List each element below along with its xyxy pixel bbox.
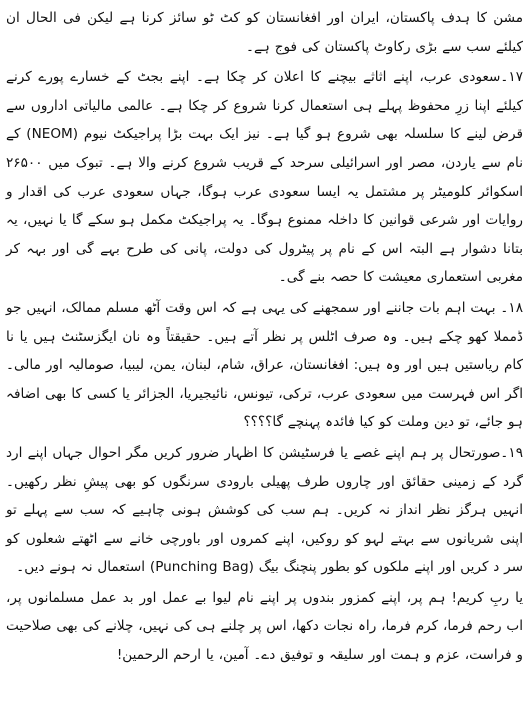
paragraph-prayer: یا ربِ کریم! ہم پر، اپنے کمزور بندوں پر اپنے نام لیوا بے عمل اور بد عمل مسلمانوں پر، اب رحم فرما، کرم فرما، راہ نجات دکھا، اس پر چلنے ہی کی نہیں، چلانے کی بھی صلاحیت و فراست، عزم و ہمت اور سلیقہ و توفیق دے۔ آمین، یا ارحم الرحمین! xyxy=(6,589,523,664)
paragraph-19-situation: ۱۹۔صورتحال پر ہم اپنے غصے یا فرسٹیشن کا اظہار ضرور کریں مگر احوال جہاں اپنے ارد گرد کے زمینی حقائق اور چاروں طرف پھیلی بارودی سرنگوں کو بھی پیشِ نظر رکھیں۔ انہیں ہرگز نظر انداز نہ کریں۔ ہم سب کی کوشش ہونی چاہیے کہ سب سے پہلے تو اپنی شریانوں سے بہتے لہو کو روکیں، اپنے کمروں اور باورچی خانے سے اٹھتے شعلوں کو سر د کریں اور اپنے ملکوں کو بطور پنچنگ بیگ (Punching Bag) استعمال نہ ہونے دیں۔ xyxy=(6,444,523,576)
paragraph-17-saudi-arabia: ۱۷۔سعودی عرب، اپنے اثاثے بیچنے کا اعلان کر چکا ہے۔ اپنے بجٹ کے خسارے پورے کرنے کیلئے اپنا زرِ محفوظ پہلے ہی استعمال کرنا شروع کر چکا ہے۔ عالمی مالیاتی اداروں سے قرض لینے کا سلسلہ بھی شروع ہو گیا ہے۔ نیز ایک بہت بڑا پراجیکٹ نیوم (NEOM) کے نام سے یاردن، مصر اور اسرائیلی سرحد کے قریب شروع کرنے والا ہے۔ تبوک میں ۲۶۵۰۰ اسکوائر کلومیٹر پر مشتمل یہ ایسا سعودی عرب ہوگا، جہاں سعودی عرب کی اقدار و روایات اور شرعی قوانین کا داخلہ ممنوع ہوگا۔ یہ پراجیکٹ مکمل ہو سکے گا یا نہیں، یہ بتانا دشوار ہے البتہ اس کے نام پر پیٹرول کی دولت، پانی کی طرح بہے گی اور بہہ کر مغربی استعماری معیشت کا حصہ بنے گی۔ xyxy=(6,69,523,286)
paragraph-18-failed-states: ۱۸۔ بہت اہم بات جاننے اور سمجھنے کی یہی ہے کہ اس وقت آٹھ مسلم ممالک، انہیں جو ڈمملا کھو چکے ہیں۔ وہ صرف اٹلس پر نظر آتے ہیں۔ حقیقتاً وہ نان ایگزسٹنٹ ہیں یا نا کام ریاستیں ہیں اور وہ ہیں: افغانستان، عراق، شام، لبنان، یمن، لیبیا، صومالیہ اور مالی۔ اگر اس فہرست میں سعودی عرب، ترکی، تیونس، نائیجیریا، الجزائر یا کسی کا بھی اضافہ ہو جائے، تو دین وملت کو کیا فائدہ پہنچے گا؟؟؟؟ xyxy=(6,299,523,431)
paragraph-mission-goal: مشن کا ہدف پاکستان، ایران اور افغانستان کو کٹ ٹو سائز کرنا ہے لیکن فی الحال ان کیلئے سب سے بڑی رکاوٹ پاکستان کی فوج ہے۔ xyxy=(6,10,523,55)
